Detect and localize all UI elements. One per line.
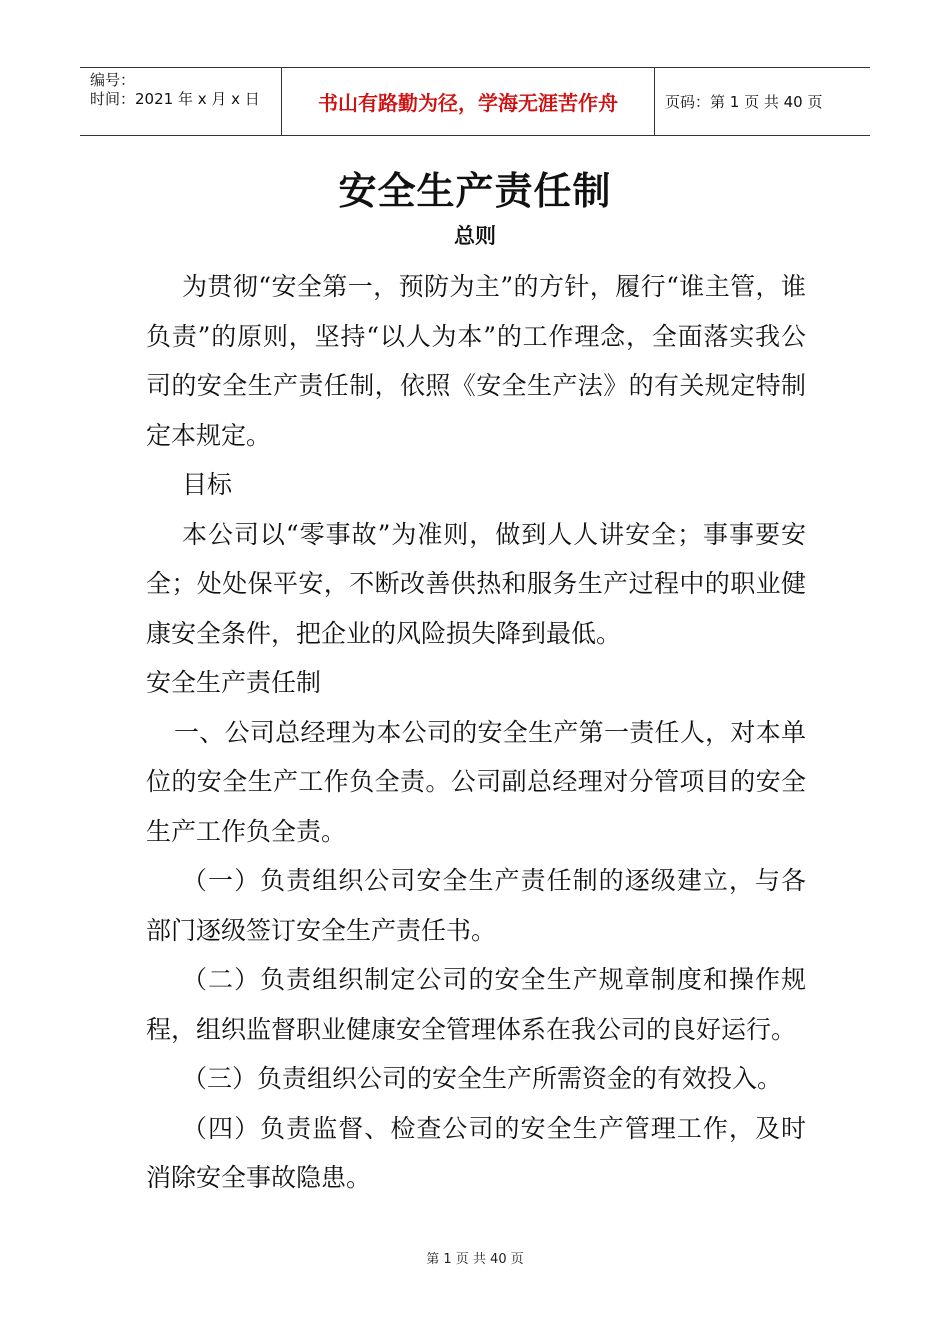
- time-label: 时间：2021 年 x 月 x 日: [90, 90, 260, 108]
- paragraph-subitem-2: （二）负责组织制定公司的安全生产规章制度和操作规程，组织监督职业健康安全管理体系在我公司的良好运行。: [146, 965, 806, 1044]
- paragraph-subitem-3: （三）负责组织公司的安全生产所需资金的有效投入。: [182, 1064, 783, 1093]
- page-header: [80, 67, 870, 136]
- number-label: 编号：: [90, 71, 136, 89]
- motto-text: 书山有路勤为径，学海无涯苦作舟: [318, 91, 618, 115]
- paragraph-subitem-1: （一）负责组织公司安全生产责任制的逐级建立，与各部门逐级签订安全生产责任书。: [146, 866, 806, 945]
- paragraph-subitem-4: （四）负责监督、检查公司的安全生产管理工作，及时消除安全事故隐患。: [146, 1113, 806, 1192]
- section-subtitle: 总则: [454, 224, 496, 248]
- page-info-text: 页码：第 1 页 共 40 页: [665, 93, 823, 111]
- paragraph-item-1: 一、公司总经理为本公司的安全生产第一责任人，对本单位的安全生产工作负全责。公司副总经理对分管项目的安全生产工作负全责。: [146, 717, 806, 846]
- document-body: [146, 262, 806, 1203]
- paragraph-intro: 为贯彻“安全第一，预防为主”的方针，履行“谁主管，谁负责”的原则，坚持“以人为本”的工作理念，全面落实我公司的安全生产责任制，依照《安全生产法》的有关规定特制定本规定。: [146, 272, 806, 450]
- header-meta: [80, 68, 282, 135]
- paragraph-goal-heading: 目标: [182, 470, 233, 499]
- document-title: 安全生产责任制: [338, 169, 612, 213]
- header-page-info: [655, 68, 870, 135]
- paragraph-goal: 本公司以“零事故”为准则，做到人人讲安全；事事要安全；处处保平安，不断改善供热和服务生产过程中的职业健康安全条件，把企业的风险损失降到最低。: [146, 519, 806, 648]
- page-footer: 第 1 页 共 40 页: [426, 1252, 524, 1267]
- paragraph-responsibility-heading: 安全生产责任制: [146, 668, 322, 697]
- header-motto-cell: [282, 68, 655, 135]
